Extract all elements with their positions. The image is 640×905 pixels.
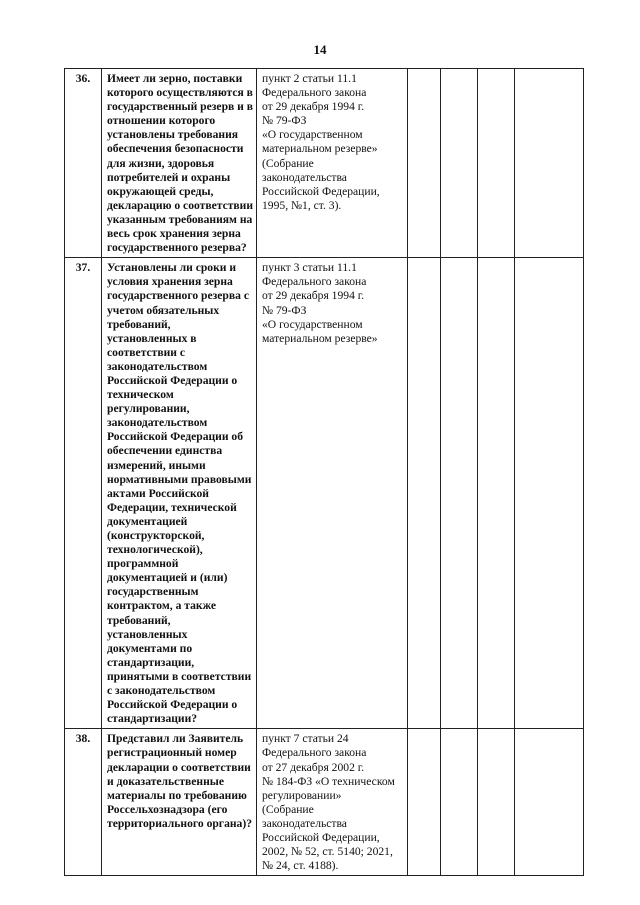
text-line: материальном резерве» [262,331,378,345]
text-line: государственного резерва с [107,289,249,303]
text-line: технологической), [107,543,203,557]
text-line: Федерального закона [262,275,367,289]
row-number: 38. [65,729,102,876]
mark-cell-yes[interactable] [408,258,441,729]
text-line: документами по [107,641,193,655]
text-line: Российской Федерации, [262,184,380,198]
table-row [65,729,584,876]
text-line: «О государственном [262,317,363,331]
text-line: обеспечения безопасности [107,142,244,156]
text-line: стандартизации? [107,712,198,726]
text-line: Россельхознадзора (его [107,802,228,816]
text-line: декларации о соответствии [107,760,251,774]
text-line: требований, [107,613,171,627]
text-line: пункт 7 статьи 24 [262,732,349,746]
text-line: 2002, № 52, ст. 5140; 2021, [262,845,393,859]
question-text [107,72,254,255]
text-line: Федерального закона [262,746,367,760]
row-number: 36. [65,69,102,258]
text-line: программной [107,557,179,571]
text-line: законодательством [107,416,208,430]
legal-basis-cell [257,69,408,258]
text-line: декларацию о соответствии [107,198,254,212]
text-line: отношении которого [107,114,216,128]
text-line: территориального органа)? [107,816,253,830]
text-line: регулировании» [262,788,342,802]
text-line: от 27 декабря 2002 г. [262,760,365,774]
text-line: требований, [107,317,171,331]
text-line: Российской Федерации о [107,698,238,712]
checklist-table [64,68,584,876]
text-line: государственного резерва? [107,241,247,255]
question-cell [102,729,257,876]
text-line: регистрационный номер [107,746,237,760]
text-line: для жизни, здоровья [107,156,215,170]
text-line: потребителей и охраны [107,170,231,184]
text-line: (конструкторской, [107,529,205,542]
text-line: обеспечении единства [107,444,223,458]
mark-cell-yes[interactable] [408,729,441,876]
legal-basis-cell [257,258,408,729]
legal-basis-text [262,261,402,346]
mark-cell-no[interactable] [441,729,478,876]
note-cell[interactable] [515,729,584,876]
text-line: 1995, №1, ст. 3). [262,198,342,212]
legal-basis-text [262,732,402,873]
page-number: 14 [313,42,327,57]
mark-cell-no[interactable] [441,69,478,258]
text-line: государственный резерв и в [107,100,254,114]
text-line: материалы по требованию [107,788,247,802]
text-line: с законодательством [107,684,216,698]
text-line: пункт 3 статьи 11.1 [262,261,357,275]
text-line: установлены требования [107,128,239,142]
text-line: актами Российской [107,486,209,500]
text-line: весь срок хранения зерна [107,227,241,241]
text-line: Федерации, технической [107,500,237,514]
text-line: № 79-ФЗ [262,114,307,128]
text-line: (Собрание [262,156,314,170]
text-line: законодательства [262,170,347,184]
text-line: от 29 декабря 1994 г. [262,100,365,114]
text-line: от 29 декабря 1994 г. [262,289,365,303]
checklist-body [65,69,584,876]
mark-cell-not-applicable[interactable] [478,69,515,258]
note-cell[interactable] [515,258,584,729]
mark-cell-not-applicable[interactable] [478,729,515,876]
note-cell[interactable] [515,69,584,258]
text-line: Установлены ли сроки и [107,261,237,275]
text-line: законодательством [107,359,208,373]
text-line: условия хранения зерна [107,275,233,289]
text-line: установленных [107,627,188,641]
text-line: которого осуществляются в [107,86,253,100]
text-line: материальном резерве» [262,142,378,156]
text-line: окружающей среды, [107,184,214,198]
text-line: Представил ли Заявитель [107,732,244,746]
mark-cell-no[interactable] [441,258,478,729]
text-line: и доказательственные [107,774,224,788]
text-line: документацией [107,514,188,528]
mark-cell-yes[interactable] [408,69,441,258]
text-line: пункт 2 статьи 11.1 [262,72,357,85]
text-line: установленных в [107,331,197,345]
text-line: государственным [107,585,199,599]
table-row [65,69,584,258]
text-line: законодательства [262,816,347,830]
text-line: № 184-ФЗ «О техническом [262,774,395,788]
text-line: измерений, иными [107,458,206,472]
text-line: Имеет ли зерно, поставки [107,72,243,85]
text-line: указанным требованиям на [107,212,253,226]
text-line: контрактом, а также [107,599,216,613]
question-cell [102,258,257,729]
text-line: нормативными правовыми [107,472,252,486]
text-line: Российской Федерации, [262,830,380,844]
text-line: учетом обязательных [107,303,220,317]
text-line: «О государственном [262,128,363,142]
text-line: соответствии с [107,345,186,359]
mark-cell-not-applicable[interactable] [478,258,515,729]
legal-basis-text [262,72,402,213]
question-cell [102,69,257,258]
text-line: Федерального закона [262,86,367,100]
legal-basis-cell [257,729,408,876]
text-line: регулировании, [107,402,190,416]
question-text [107,261,251,726]
text-line: № 24, ст. 4188). [262,859,339,873]
question-text [107,732,251,831]
text-line: принятыми в соответствии [107,669,252,683]
text-line: № 79-ФЗ [262,303,307,317]
text-line: документацией и (или) [107,571,228,585]
table-row [65,258,584,729]
text-line: стандартизации, [107,655,195,669]
row-number: 37. [65,258,102,729]
text-line: Российской Федерации об [107,430,244,444]
text-line: техническом [107,388,174,402]
text-line: Российской Федерации о [107,373,238,387]
text-line: (Собрание [262,802,314,816]
